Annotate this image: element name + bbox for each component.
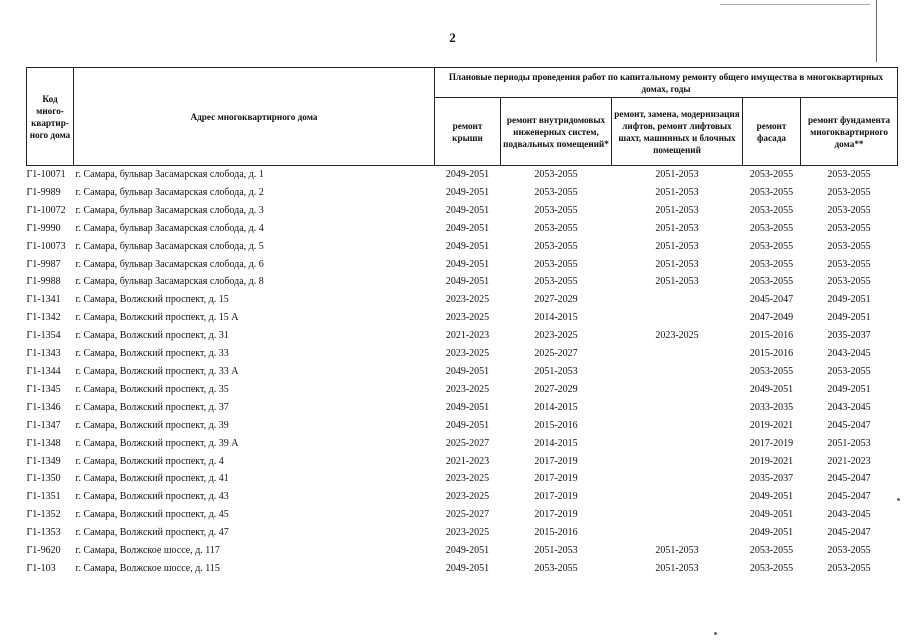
table-row	[27, 256, 898, 274]
cell-engineering: 2025-2027	[534, 348, 578, 360]
cell-address: г. Самара, Волжский проспект, д. 33	[75, 348, 229, 360]
cell-foundation: 2049-2051	[827, 383, 871, 395]
cell-address: г. Самара, Волжский проспект, д. 39	[75, 419, 229, 431]
cell-foundation: 2053-2055	[827, 365, 871, 377]
table-row	[27, 273, 898, 291]
table-row	[27, 327, 898, 345]
cell-facade: 2015-2016	[749, 330, 794, 342]
cell-engineering: 2017-2019	[534, 473, 578, 485]
cell-code: Г1-1347	[26, 419, 61, 431]
cell-foundation: 2043-2045	[827, 509, 871, 521]
cell-code: Г1-10072	[26, 204, 66, 216]
table-row	[27, 309, 898, 327]
cell-engineering: 2017-2019	[534, 509, 578, 521]
cell-facade: 2049-2051	[749, 509, 794, 521]
cell-elevators	[612, 363, 743, 381]
table-row	[27, 417, 898, 435]
table-row	[27, 291, 898, 309]
cell-roof: 2049-2051	[445, 562, 490, 574]
cell-foundation: 2053-2055	[827, 258, 871, 270]
cell-address: г. Самара, Волжский проспект, д. 35	[75, 383, 229, 395]
cell-code: Г1-1346	[26, 401, 61, 413]
cell-roof: 2049-2051	[445, 222, 490, 234]
cell-elevators	[612, 453, 743, 471]
header-engineering: ремонт внутридомовых инженерных систем, подвальных помещений*	[501, 98, 612, 166]
cell-code: Г1-1345	[26, 383, 61, 395]
cell-engineering: 2014-2015	[534, 437, 578, 449]
cell-roof: 2021-2023	[445, 330, 490, 342]
cell-address: г. Самара, бульвар Засамарская слобода, д. 1	[75, 169, 264, 180]
cell-code: Г1-9990	[26, 222, 61, 234]
cell-roof: 2023-2025	[445, 491, 490, 503]
cell-facade: 2019-2021	[749, 419, 794, 431]
scan-line-right	[876, 0, 877, 62]
scan-line-top	[720, 4, 870, 5]
cell-address: г. Самара, Волжское шоссе, д. 115	[75, 562, 220, 574]
cell-facade: 2049-2051	[749, 491, 794, 503]
cell-address: г. Самара, бульвар Засамарская слобода, д. 6	[75, 258, 264, 270]
cell-facade: 2053-2055	[749, 545, 794, 557]
table-row	[27, 524, 898, 542]
cell-facade: 2053-2055	[749, 258, 794, 270]
cell-roof: 2023-2025	[445, 294, 490, 306]
cell-elevators	[612, 470, 743, 488]
table-row	[27, 363, 898, 381]
table-row	[27, 453, 898, 471]
cell-elevators	[612, 291, 743, 309]
cell-code: Г1-10073	[26, 240, 66, 252]
cell-foundation: 2045-2047	[827, 473, 871, 485]
cell-facade: 2053-2055	[749, 365, 794, 377]
cell-engineering: 2053-2055	[534, 276, 578, 288]
cell-roof: 2023-2025	[445, 527, 490, 539]
cell-code: Г1-1354	[26, 330, 61, 342]
cell-foundation: 2053-2055	[827, 276, 871, 288]
cell-facade: 2053-2055	[749, 240, 794, 252]
cell-elevators	[612, 506, 743, 524]
cell-roof: 2049-2051	[445, 186, 490, 198]
cell-facade: 2019-2021	[749, 455, 794, 467]
cell-facade: 2015-2016	[749, 348, 794, 360]
cell-code: Г1-1350	[26, 473, 61, 485]
cell-engineering: 2053-2055	[534, 204, 578, 216]
cell-elevators: 2051-2053	[655, 222, 699, 234]
cell-engineering: 2053-2055	[534, 169, 578, 180]
table-row	[27, 166, 898, 184]
cell-facade: 2033-2035	[749, 401, 794, 413]
cell-elevators: 2051-2053	[655, 169, 699, 180]
table-row	[27, 184, 898, 202]
cell-facade: 2017-2019	[749, 437, 794, 449]
table-body	[27, 166, 898, 578]
cell-code: Г1-1352	[26, 509, 61, 521]
cell-foundation: 2053-2055	[827, 169, 871, 180]
cell-engineering: 2051-2053	[534, 545, 578, 557]
cell-foundation: 2049-2051	[827, 312, 871, 324]
cell-address: г. Самара, Волжский проспект, д. 15	[75, 294, 229, 306]
cell-facade: 2053-2055	[749, 276, 794, 288]
cell-code: Г1-103	[26, 562, 56, 574]
header-facade: ремонт фасада	[743, 98, 801, 166]
cell-address: г. Самара, Волжский проспект, д. 4	[75, 455, 224, 467]
cell-code: Г1-1343	[26, 348, 61, 360]
cell-elevators	[612, 309, 743, 327]
cell-roof: 2023-2025	[445, 383, 490, 395]
cell-address: г. Самара, Волжский проспект, д. 41	[75, 473, 229, 485]
cell-roof: 2021-2023	[445, 455, 490, 467]
header-roof: ремонт крыши	[435, 98, 501, 166]
cell-foundation: 2043-2045	[827, 401, 871, 413]
header-periods: Плановые периоды проведения работ по капитальному ремонту общего имущества в многоквартирных домах, годы	[435, 68, 898, 98]
cell-foundation: 2053-2055	[827, 562, 871, 574]
cell-engineering: 2053-2055	[534, 222, 578, 234]
header-elevators: ремонт, замена, модернизация лифтов, ремонт лифтовых шахт, машинных и блочных помещений	[612, 98, 743, 166]
cell-facade: 2053-2055	[749, 186, 794, 198]
cell-address: г. Самара, Волжский проспект, д. 15 А	[75, 312, 239, 324]
cell-engineering: 2023-2025	[534, 330, 578, 342]
cell-code: Г1-1344	[26, 365, 61, 377]
cell-roof: 2049-2051	[445, 240, 490, 252]
table-row	[27, 220, 898, 238]
cell-engineering: 2015-2016	[534, 419, 578, 431]
cell-code: Г1-10071	[26, 169, 66, 180]
cell-facade: 2049-2051	[749, 383, 794, 395]
cell-address: г. Самара, Волжский проспект, д. 31	[75, 330, 229, 342]
cell-address: г. Самара, бульвар Засамарская слобода, д. 2	[75, 186, 264, 198]
cell-engineering: 2027-2029	[534, 294, 578, 306]
cell-foundation: 2053-2055	[827, 204, 871, 216]
cell-elevators: 2051-2053	[655, 276, 699, 288]
table-row	[27, 435, 898, 453]
cell-engineering: 2017-2019	[534, 455, 578, 467]
cell-foundation: 2045-2047	[827, 419, 871, 431]
cell-roof: 2049-2051	[445, 258, 490, 270]
cell-roof: 2049-2051	[445, 204, 490, 216]
cell-code: Г1-1349	[26, 455, 61, 467]
cell-engineering: 2014-2015	[534, 401, 578, 413]
table-row	[27, 488, 898, 506]
cell-roof: 2049-2051	[445, 401, 490, 413]
cell-code: Г1-9987	[26, 258, 61, 270]
table-row	[27, 560, 898, 578]
cell-facade: 2035-2037	[749, 473, 794, 485]
cell-code: Г1-1353	[26, 527, 61, 539]
cell-code: Г1-9989	[26, 186, 61, 198]
cell-elevators	[612, 417, 743, 435]
cell-facade: 2053-2055	[749, 204, 794, 216]
cell-address: г. Самара, бульвар Засамарская слобода, д. 5	[75, 240, 264, 252]
cell-roof: 2023-2025	[445, 312, 490, 324]
cell-engineering: 2053-2055	[534, 258, 578, 270]
cell-address: г. Самара, бульвар Засамарская слобода, д. 8	[75, 276, 264, 288]
cell-foundation: 2043-2045	[827, 348, 871, 360]
cell-address: г. Самара, бульвар Засамарская слобода, д. 3	[75, 204, 264, 216]
cell-engineering: 2014-2015	[534, 312, 578, 324]
cell-elevators	[612, 524, 743, 542]
table-row	[27, 506, 898, 524]
table-row	[27, 202, 898, 220]
cell-engineering: 2053-2055	[534, 186, 578, 198]
cell-roof: 2049-2051	[445, 545, 490, 557]
cell-roof: 2049-2051	[445, 365, 490, 377]
cell-roof: 2023-2025	[445, 348, 490, 360]
cell-engineering: 2017-2019	[534, 491, 578, 503]
cell-code: Г1-9620	[26, 545, 61, 557]
cell-foundation: 2053-2055	[827, 545, 871, 557]
cell-code: Г1-1351	[26, 491, 61, 503]
cell-code: Г1-1342	[26, 312, 61, 324]
table-row	[27, 381, 898, 399]
cell-elevators: 2051-2053	[655, 186, 699, 198]
cell-code: Г1-9988	[26, 276, 61, 288]
cell-engineering: 2051-2053	[534, 365, 578, 377]
cell-elevators: 2051-2053	[655, 545, 699, 557]
cell-facade: 2053-2055	[749, 169, 794, 180]
table-row	[27, 238, 898, 256]
cell-foundation: 2021-2023	[827, 455, 871, 467]
cell-address: г. Самара, Волжский проспект, д. 47	[75, 527, 229, 539]
cell-facade: 2053-2055	[749, 562, 794, 574]
cell-foundation: 2045-2047	[827, 527, 871, 539]
cell-facade: 2045-2047	[749, 294, 794, 306]
cell-elevators	[612, 435, 743, 453]
cell-foundation: 2051-2053	[827, 437, 871, 449]
cell-foundation: 2053-2055	[827, 240, 871, 252]
cell-engineering: 2053-2055	[534, 562, 578, 574]
cell-facade: 2047-2049	[749, 312, 794, 324]
cell-roof: 2025-2027	[445, 509, 490, 521]
cell-roof: 2049-2051	[445, 419, 490, 431]
cell-address: г. Самара, Волжский проспект, д. 33 А	[75, 365, 239, 377]
cell-engineering: 2015-2016	[534, 527, 578, 539]
cell-address: г. Самара, Волжский проспект, д. 45	[75, 509, 229, 521]
cell-roof: 2023-2025	[445, 473, 490, 485]
cell-facade: 2049-2051	[749, 527, 794, 539]
cell-foundation: 2049-2051	[827, 294, 871, 306]
cell-elevators: 2051-2053	[655, 562, 699, 574]
page-number: 2	[449, 30, 456, 45]
cell-engineering: 2053-2055	[534, 240, 578, 252]
cell-roof: 2025-2027	[445, 437, 490, 449]
cell-foundation: 2045-2047	[827, 491, 871, 503]
cell-roof: 2049-2051	[445, 276, 490, 288]
cell-foundation: 2053-2055	[827, 186, 871, 198]
cell-address: г. Самара, Волжский проспект, д. 37	[75, 401, 229, 413]
cell-address: г. Самара, бульвар Засамарская слобода, д. 4	[75, 222, 264, 234]
table-row	[27, 399, 898, 417]
table-row	[27, 345, 898, 363]
cell-foundation: 2053-2055	[827, 222, 871, 234]
cell-roof: 2049-2051	[445, 169, 490, 180]
cell-address: г. Самара, Волжский проспект, д. 43	[75, 491, 229, 503]
cell-foundation: 2035-2037	[827, 330, 871, 342]
cell-elevators: 2051-2053	[655, 204, 699, 216]
repair-schedule-table	[26, 67, 898, 578]
table-row	[27, 470, 898, 488]
scan-speck	[714, 632, 717, 635]
cell-engineering: 2027-2029	[534, 383, 578, 395]
cell-address: г. Самара, Волжский проспект, д. 39 А	[75, 437, 239, 449]
cell-code: Г1-1341	[26, 294, 61, 306]
cell-elevators: 2051-2053	[655, 240, 699, 252]
cell-elevators	[612, 399, 743, 417]
header-code: Код много-квартир-ного дома	[27, 68, 74, 166]
cell-facade: 2053-2055	[749, 222, 794, 234]
cell-elevators: 2051-2053	[655, 258, 699, 270]
header-foundation: ремонт фундамента многоквартирного дома**	[801, 98, 898, 166]
table-row	[27, 542, 898, 560]
header-address: Адрес многоквартирного дома	[74, 68, 435, 166]
cell-elevators: 2023-2025	[655, 330, 699, 342]
cell-elevators	[612, 381, 743, 399]
cell-elevators	[612, 488, 743, 506]
cell-address: г. Самара, Волжское шоссе, д. 117	[75, 545, 220, 557]
cell-elevators	[612, 345, 743, 363]
cell-code: Г1-1348	[26, 437, 61, 449]
